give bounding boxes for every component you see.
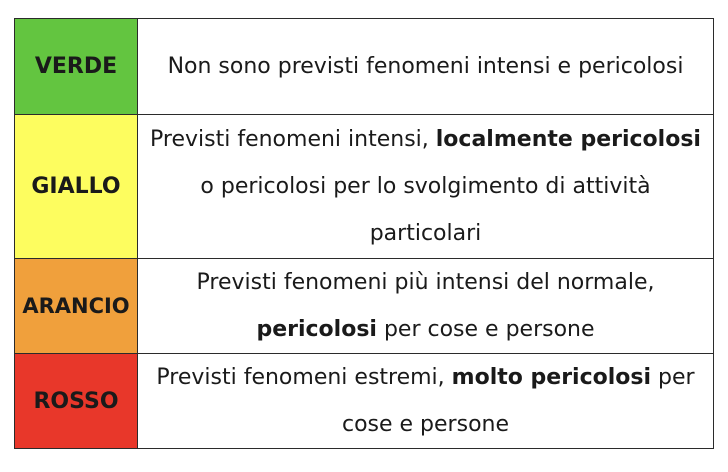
level-label-giallo: GIALLO	[15, 115, 138, 259]
description-segment: per cose e persone	[376, 317, 595, 342]
description-segment-bold: molto pericolosi	[451, 365, 652, 390]
alert-row-arancio	[15, 259, 714, 354]
alert-levels-table	[14, 18, 714, 449]
level-description-rosso	[138, 354, 714, 449]
description-segment: per cose e persone	[341, 365, 695, 437]
alert-row-verde	[15, 19, 714, 115]
level-label-arancio: ARANCIO	[15, 259, 138, 354]
alert-row-giallo	[15, 115, 714, 259]
level-label-verde: VERDE	[15, 19, 138, 115]
description-segment: Non sono previsti fenomeni intensi e pericolosi	[167, 54, 684, 79]
level-description-giallo	[138, 115, 714, 259]
description-segment: Previsti fenomeni estremi,	[156, 365, 452, 390]
description-segment: Previsti fenomeni più intensi del normale,	[196, 270, 655, 295]
level-description-verde	[138, 19, 714, 115]
level-description-arancio	[138, 259, 714, 354]
description-segment: Previsti fenomeni intensi,	[150, 127, 436, 152]
description-segment-bold: localmente pericolosi	[435, 127, 701, 152]
description-segment-bold: pericolosi	[256, 317, 377, 342]
level-label-rosso: ROSSO	[15, 354, 138, 449]
alert-row-rosso	[15, 354, 714, 449]
description-segment: o pericolosi per lo svolgimento di attività particolari	[200, 174, 651, 246]
